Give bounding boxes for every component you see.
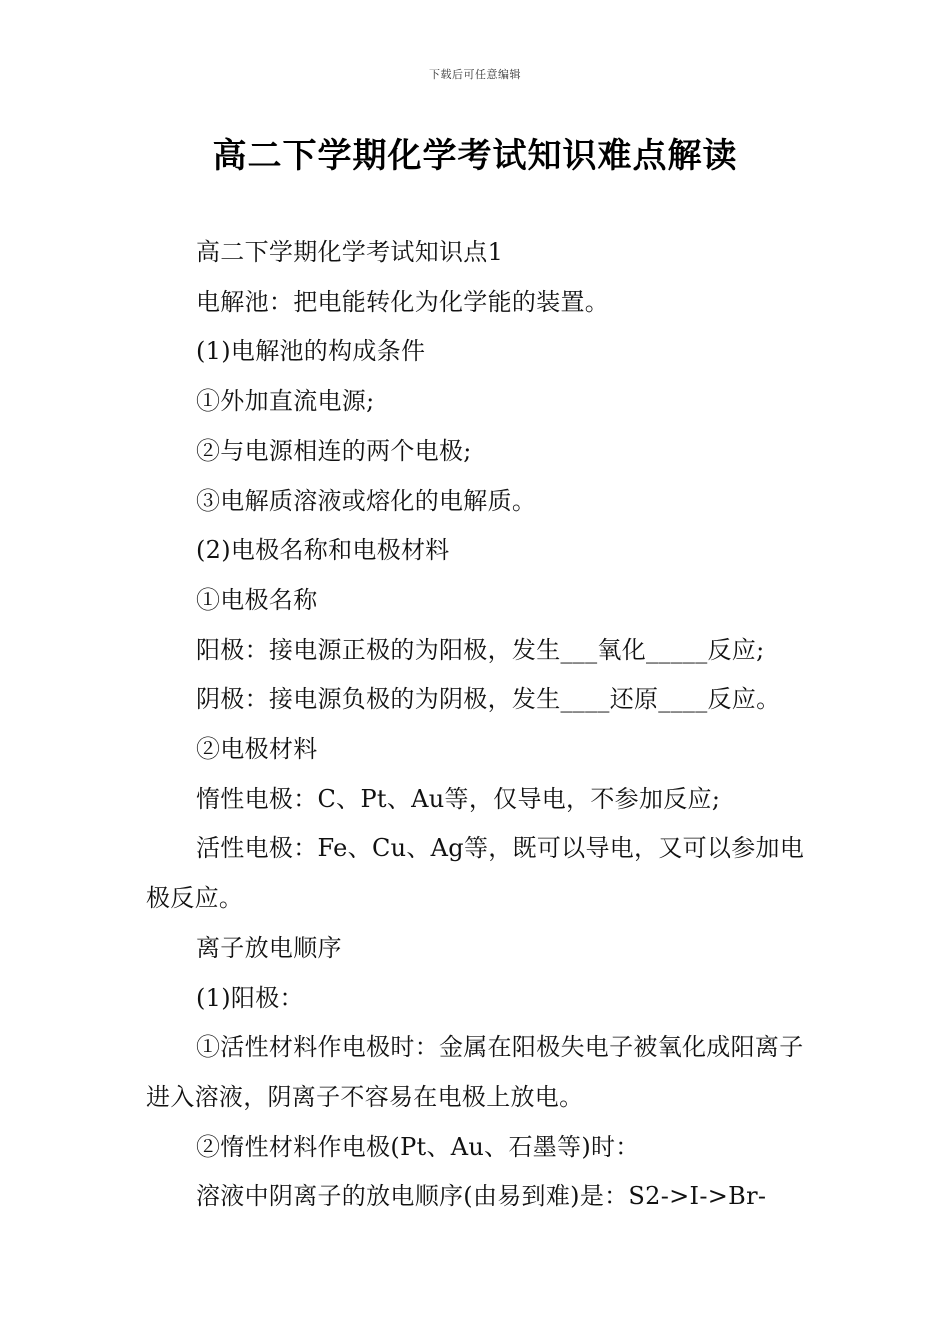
document-body — [146, 228, 810, 1222]
paragraph: (2)电极名称和电极材料 — [196, 536, 450, 565]
paragraph: ①外加直流电源; — [196, 387, 375, 416]
paragraph: ③电解质溶液或熔化的电解质。 — [196, 486, 537, 515]
paragraph: (1)电解池的构成条件 — [196, 337, 426, 366]
paragraph: 离子放电顺序 — [196, 933, 342, 962]
paragraph: 惰性电极：C、Pt、Au等，仅导电，不参加反应; — [196, 784, 721, 813]
paragraph: ①电极名称 — [196, 585, 318, 614]
paragraph: (1)阳极： — [196, 983, 304, 1012]
paragraph: 溶液中阴离子的放电顺序(由易到难)是：S2->I->Br- — [196, 1182, 767, 1211]
paragraph: ②与电源相连的两个电极; — [196, 436, 472, 465]
paragraph: 活性电极：Fe、Cu、Ag等，既可以导电，又可以参加电极反应。 — [146, 834, 805, 913]
document-title: 高二下学期化学考试知识难点解读 — [212, 136, 738, 176]
paragraph: ②电极材料 — [196, 735, 318, 764]
paragraph: 高二下学期化学考试知识点1 — [196, 238, 504, 266]
paragraph: 阴极：接电源负极的为阴极，发生____还原____反应。 — [196, 685, 781, 714]
paragraph: 阳极：接电源正极的为阳极，发生___氧化_____反应; — [196, 635, 765, 664]
header-note: 下载后可任意编辑 — [429, 68, 521, 81]
paragraph: 电解池：把电能转化为化学能的装置。 — [196, 287, 610, 316]
paragraph: ①活性材料作电极时：金属在阳极失电子被氧化成阳离子进入溶液，阴离子不容易在电极上放电。 — [146, 1033, 804, 1111]
paragraph: ②惰性材料作电极(Pt、Au、石墨等)时： — [196, 1132, 640, 1161]
